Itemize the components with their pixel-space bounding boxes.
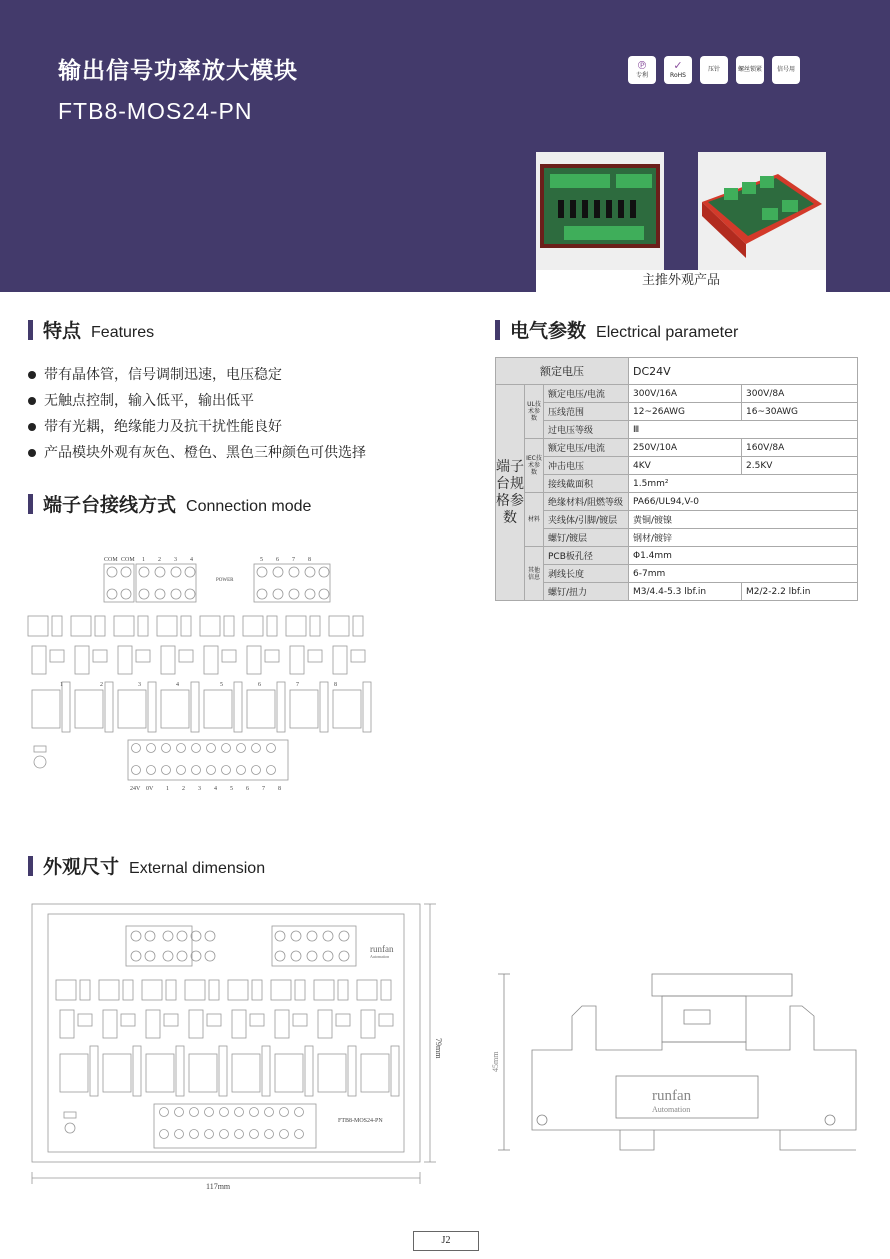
bottom-label: 24V: [130, 786, 141, 792]
logo-sub: Automation: [370, 954, 390, 959]
electrical-table: 额定电压 DC24V 端子台规格参数 UL技术参数 额定电压/电流 300V/16A 300V/8A 压线范围 12~26AWG 16~30AWG 过电压等级 Ⅲ IEC技术参数 额定电压/电流 250V/10A 160V/8A 冲击电压 4KV 2.5KV 接线截面积 1.5mm² 材料 绝缘材料/阻燃等级 PA66/UL94,V-0 夹线体/引脚/镀层 黄铜/镀镍 螺钉/镀层 钢材/镀锌 其他信息 PCB板孔径 Φ1.4mm 剥线长度 6-7mm 螺钉/扭力 M3/4.4-5.3 lbf.in M2/2-2.2 lbf.in: [495, 357, 858, 601]
top-label-com: COM: [121, 557, 135, 563]
list-item: 无触点控制，输入低平，输出低平: [28, 388, 366, 414]
bottom-label: 1: [166, 786, 169, 792]
top-label: 2: [158, 557, 161, 563]
product-photo-front: [536, 152, 664, 270]
power-label: POWER: [216, 578, 234, 583]
bottom-label: 2: [182, 786, 185, 792]
list-item: 带有晶体管，信号调制迅速，电压稳定: [28, 362, 366, 388]
side-height-dimension: 45mm: [491, 1051, 500, 1072]
list-item: 带有光耦，绝缘能力及抗干扰性能良好: [28, 414, 366, 440]
height-dimension: 79mm: [434, 1038, 443, 1059]
rohs-icon: ✓ RoHS: [664, 56, 692, 84]
top-label: 5: [260, 557, 263, 563]
top-view-drawing: [26, 896, 446, 1192]
crimp-pin-icon: 压针: [700, 56, 728, 84]
side-logo-text: runfan: [652, 1088, 692, 1104]
top-label: 8: [308, 557, 311, 563]
bottom-label: 4: [214, 786, 217, 792]
top-label: 4: [190, 557, 193, 563]
certification-badges: [628, 56, 800, 84]
top-label-com: COM: [104, 557, 118, 563]
product-photo-angle: [698, 152, 826, 270]
width-dimension: 117mm: [206, 1182, 231, 1191]
side-logo-sub: Automation: [652, 1105, 691, 1114]
top-label: 1: [142, 557, 145, 563]
channel-label: 3: [138, 682, 141, 688]
dimension-heading: 外观尺寸 External dimension: [28, 852, 265, 879]
patent-icon: ℗ 专利: [628, 56, 656, 84]
logo-text: runfan: [370, 944, 394, 954]
channel-label: 1: [60, 682, 63, 688]
electrical-heading: 电气参数 Electrical parameter: [495, 316, 738, 343]
product-title-cn: 输出信号功率放大模块: [58, 58, 298, 84]
signal-icon: 信号用: [772, 56, 800, 84]
bottom-label: 5: [230, 786, 233, 792]
connection-heading: 端子台接线方式 Connection mode: [28, 490, 311, 517]
header-banner: [0, 0, 890, 292]
model-label: FTB8-MOS24-PN: [338, 1118, 383, 1124]
channel-label: 8: [334, 682, 337, 688]
bottom-label: 3: [198, 786, 201, 792]
bottom-label: 7: [262, 786, 265, 792]
product-model: FTB8-MOS24-PN: [58, 98, 253, 124]
bottom-label: 0V: [146, 786, 154, 792]
channel-label: 7: [296, 682, 299, 688]
connection-diagram: [20, 548, 380, 798]
features-heading: 特点 Features: [28, 316, 154, 343]
side-view-drawing: [484, 966, 864, 1158]
photo-caption: 主推外观产品: [536, 270, 826, 292]
list-item: 产品模块外观有灰色、橙色、黑色三种颜色可供选择: [28, 440, 366, 466]
features-list: [28, 362, 366, 466]
channel-label: 4: [176, 682, 179, 688]
channel-label: 6: [258, 682, 261, 688]
top-label: 3: [174, 557, 177, 563]
bottom-label: 8: [278, 786, 281, 792]
screw-lock-icon: 螺丝锁紧: [736, 56, 764, 84]
page-number: J2: [413, 1231, 479, 1251]
top-label: 6: [276, 557, 279, 563]
top-label: 7: [292, 557, 295, 563]
channel-label: 2: [100, 682, 103, 688]
bottom-label: 6: [246, 786, 249, 792]
channel-label: 5: [220, 682, 223, 688]
